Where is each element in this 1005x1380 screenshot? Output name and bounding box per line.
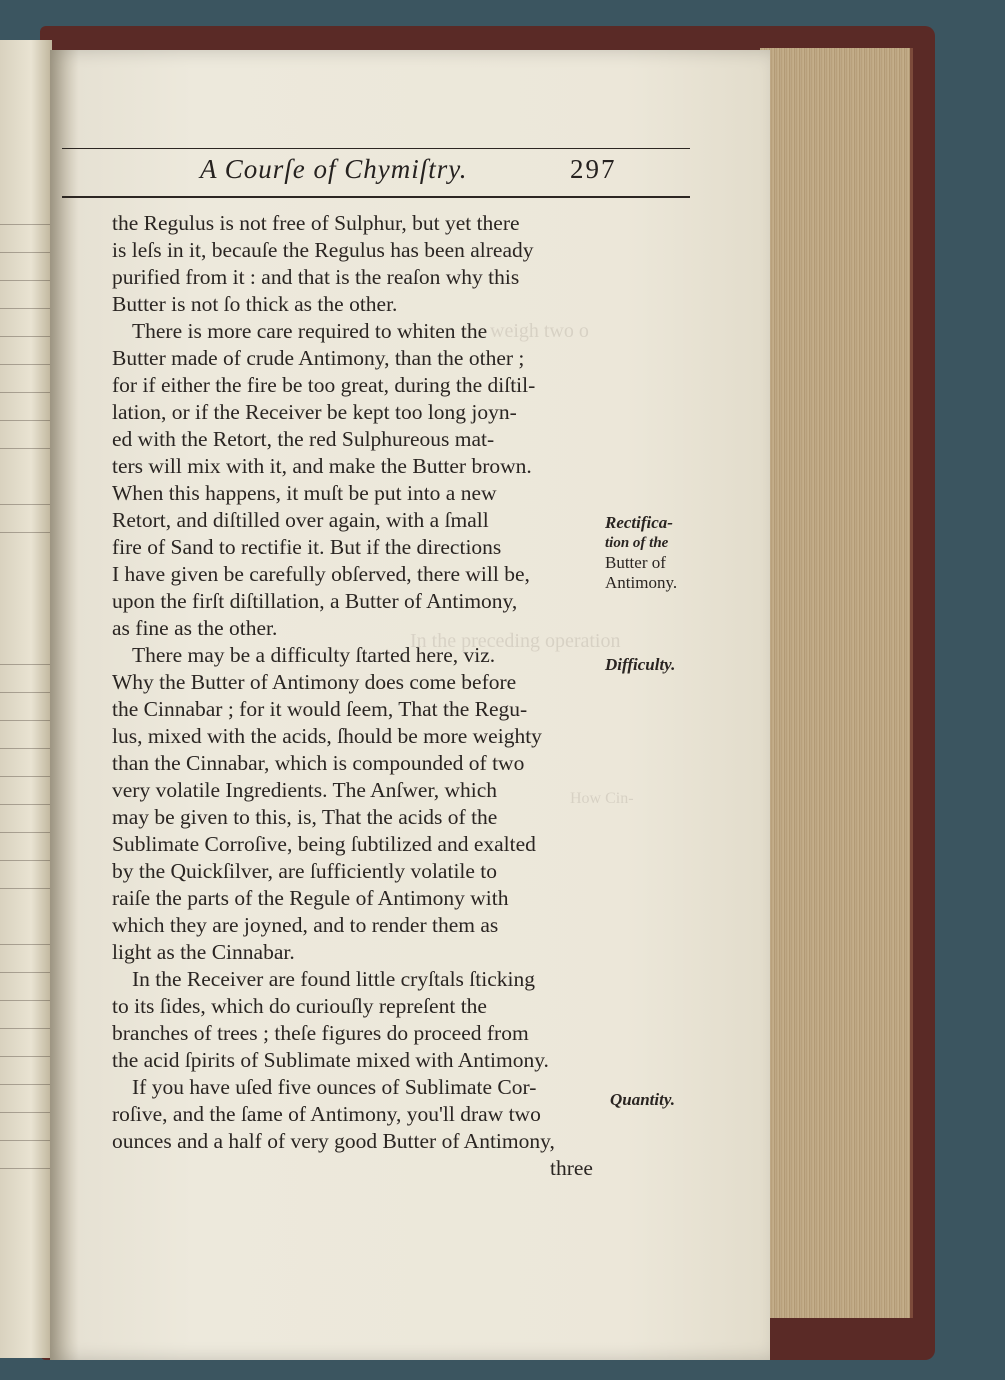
- text-line: lation, or if the Receiver be kept too long joyn-: [112, 400, 517, 424]
- margin-note-rectification: [605, 513, 677, 593]
- facing-page-line: [0, 958, 52, 973]
- margin-note-difficulty: [605, 655, 675, 675]
- text-line: by the Quickſilver, are ſufficiently volatile to: [112, 859, 498, 883]
- facing-page-line: [0, 1154, 52, 1169]
- text-line: the Cinnabar ; for it would ſeem, That the Regu-: [112, 697, 528, 721]
- text-line: There may be a difficulty ſtarted here, viz.: [132, 643, 496, 667]
- text-line: There is more care required to whiten the: [132, 319, 488, 343]
- text-line: Butter made of crude Antimony, than the other ;: [112, 346, 525, 370]
- text-line: roſive, and the ſame of Antimony, you'll draw two: [112, 1102, 541, 1126]
- facing-page-line: [0, 790, 52, 805]
- text-line: for if either the fire be too great, during the diſtil-: [112, 373, 536, 397]
- page-edges: [760, 48, 913, 1318]
- text-line: If you have uſed five ounces of Sublimate Cor-: [132, 1075, 537, 1099]
- facing-page-line: [0, 874, 52, 889]
- text-line: light as the Cinnabar.: [112, 940, 295, 964]
- show-through-text: How Cin-: [570, 790, 634, 807]
- margin-note-line: Difficulty.: [605, 655, 676, 674]
- text-line: which they are joyned, and to render them as: [112, 913, 499, 937]
- facing-page-line: [0, 986, 52, 1001]
- text-line: Butter is not ſo thick as the other.: [112, 292, 398, 316]
- facing-page-edge: [0, 40, 52, 1358]
- facing-page-line: [0, 1042, 52, 1057]
- facing-page-line: [0, 518, 52, 533]
- facing-page-line: [0, 1070, 52, 1085]
- running-title: A Courſe of Chymiſtry.: [200, 154, 468, 184]
- text-line: to its ſides, which do curiouſly repreſent the: [112, 994, 487, 1018]
- text-line: When this happens, it muſt be put into a new: [112, 481, 497, 505]
- text-line: than the Cinnabar, which is compounded of two: [112, 751, 525, 775]
- text-line: Sublimate Corroſive, being ſubtilized and exalted: [112, 832, 536, 856]
- text-line: I have given be carefully obſerved, there will be,: [112, 562, 530, 586]
- facing-page-line: [0, 818, 52, 833]
- margin-note-line: Rectifica-: [605, 513, 673, 532]
- margin-note-quantity: [610, 1090, 675, 1110]
- text-line: the Regulus is not free of Sulphur, but yet there: [112, 211, 520, 235]
- facing-page-line: [0, 406, 52, 421]
- text-line: ounces and a half of very good Butter of Antimony,: [112, 1129, 555, 1153]
- facing-page-line: [0, 294, 52, 309]
- text-line: the acid ſpirits of Sublimate mixed with Antimony.: [112, 1048, 549, 1072]
- facing-page-line: [0, 266, 52, 281]
- header-rule-bottom: [62, 196, 690, 198]
- text-line: In the Receiver are found little cryſtals ſticking: [132, 967, 535, 991]
- text-line: Retort, and diſtilled over again, with a ſmall: [112, 508, 489, 532]
- margin-note-line: Butter of: [605, 553, 666, 572]
- text-line: lus, mixed with the acids, ſhould be more weighty: [112, 724, 542, 748]
- facing-page-line: [0, 734, 52, 749]
- text-line: Why the Butter of Antimony does come before: [112, 670, 517, 694]
- text-line: upon the firſt diſtillation, a Butter of Antimony,: [112, 589, 518, 613]
- text-line: raiſe the parts of the Regule of Antimony with: [112, 886, 509, 910]
- facing-page-line: [0, 1098, 52, 1113]
- facing-page-line: [0, 678, 52, 693]
- header-rule-top: [62, 148, 690, 149]
- text-line: ters will mix with it, and make the Butter brown.: [112, 454, 532, 478]
- facing-page-line: [0, 350, 52, 365]
- text-line: as fine as the other.: [112, 616, 278, 640]
- facing-page-line: [0, 846, 52, 861]
- facing-page-line: [0, 434, 52, 449]
- facing-page-line: [0, 378, 52, 393]
- text-line: purified from it : and that is the reaſon why this: [112, 265, 520, 289]
- facing-page-line: [0, 210, 52, 225]
- text-line: ed with the Retort, the red Sulphureous mat-: [112, 427, 495, 451]
- margin-note-line: Quantity.: [610, 1090, 676, 1109]
- text-line: may be given to this, is, That the acids of the: [112, 805, 498, 829]
- text-line: is leſs in it, becauſe the Regulus has been already: [112, 238, 534, 262]
- text-line: fire of Sand to rectifie it. But if the directions: [112, 535, 502, 559]
- facing-page-line: [0, 762, 52, 777]
- facing-page-line: [0, 650, 52, 665]
- margin-note-line: Antimony.: [605, 573, 678, 592]
- text-line: branches of trees ; theſe figures do proceed from: [112, 1021, 529, 1045]
- catchword: three: [550, 1156, 593, 1180]
- text-line: very volatile Ingredients. The Anſwer, which: [112, 778, 498, 802]
- facing-page-line: [0, 930, 52, 945]
- show-through-text: In the preceding operation: [410, 630, 621, 652]
- facing-page-line: [0, 1014, 52, 1029]
- facing-page-line: [0, 706, 52, 721]
- page-number: 297: [570, 154, 617, 184]
- show-through-text: weigh two o: [490, 320, 589, 342]
- margin-note-line: tion of the: [605, 535, 669, 551]
- facing-page-line: [0, 1126, 52, 1141]
- facing-page-line: [0, 490, 52, 505]
- book-page: [50, 50, 770, 1360]
- facing-page-line: [0, 238, 52, 253]
- facing-page-line: [0, 322, 52, 337]
